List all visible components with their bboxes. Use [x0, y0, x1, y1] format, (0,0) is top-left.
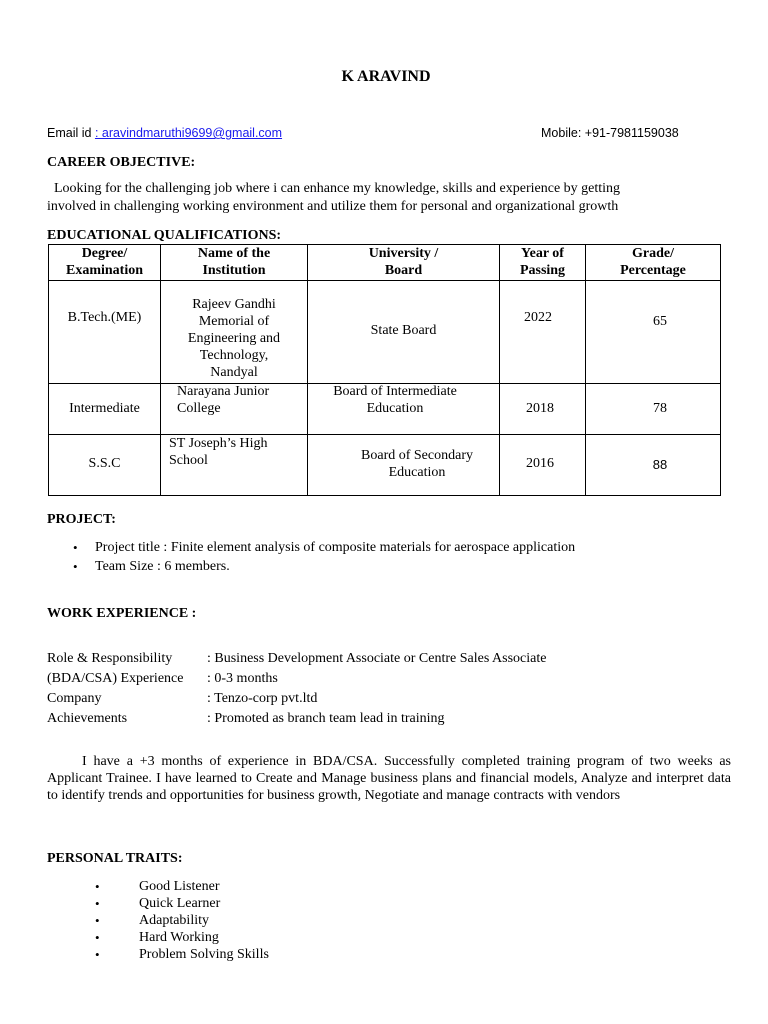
work-label-experience: (BDA/CSA) Experience — [47, 671, 184, 686]
career-objective-line-2: involved in challenging working environment and utilize them for personal and organizational growth — [47, 199, 619, 214]
bullet-icon: • — [95, 930, 100, 945]
bullet-icon: • — [73, 540, 78, 555]
work-label-company: Company — [47, 691, 102, 706]
row-ssc-grade: 88 — [652, 457, 668, 472]
row-ssc-board: Board of Secondary Education — [361, 448, 473, 480]
career-objective-heading: CAREER OBJECTIVE: — [47, 155, 196, 170]
work-label-role: Role & Responsibility — [47, 651, 173, 666]
project-team-size: Team Size : 6 members. — [95, 559, 230, 574]
row-btech-board: State Board — [370, 323, 437, 338]
table-divider — [307, 245, 308, 495]
row-intermediate-institution: Narayana Junior College — [177, 384, 270, 416]
email-label: Email id — [47, 126, 92, 140]
work-value-experience: : 0-3 months — [207, 671, 278, 686]
row-ssc-degree: S.S.C — [88, 456, 121, 471]
row-intermediate-degree: Intermediate — [69, 401, 140, 416]
education-table — [48, 244, 721, 496]
work-value-role: : Business Development Associate or Centre Sales Associate — [207, 651, 547, 666]
trait-item: Quick Learner — [139, 896, 221, 911]
email-line — [47, 126, 282, 140]
bullet-icon: • — [95, 896, 100, 911]
project-heading: PROJECT: — [47, 512, 116, 527]
bullet-icon: • — [95, 879, 100, 894]
bullet-icon: • — [95, 913, 100, 928]
education-heading: EDUCATIONAL QUALIFICATIONS: — [47, 228, 282, 243]
column-header-institution: Name of the Institution — [197, 246, 271, 278]
row-intermediate-board: Board of Intermediate Education — [333, 384, 457, 416]
column-header-board: University / Board — [368, 246, 439, 278]
mobile-number: Mobile: +91-7981159038 — [541, 126, 679, 140]
column-header-grade: Grade/ Percentage — [620, 246, 686, 278]
trait-item: Good Listener — [139, 879, 220, 894]
bullet-icon: • — [73, 559, 78, 574]
table-divider — [49, 434, 720, 435]
column-header-year: Year of Passing — [519, 246, 566, 278]
row-btech-degree: B.Tech.(ME) — [67, 310, 142, 325]
career-objective-line-1: Looking for the challenging job where i can enhance my knowledge, skills and experience by getting — [54, 181, 621, 196]
row-btech-year: 2022 — [524, 310, 552, 325]
work-experience-heading: WORK EXPERIENCE : — [47, 606, 197, 621]
work-label-achievements: Achievements — [47, 711, 128, 726]
table-divider — [49, 280, 720, 281]
personal-traits-heading: PERSONAL TRAITS: — [47, 851, 183, 866]
trait-item: Hard Working — [139, 930, 219, 945]
trait-item: Problem Solving Skills — [139, 947, 269, 962]
row-btech-grade: 65 — [653, 314, 667, 329]
row-ssc-year: 2016 — [526, 456, 554, 471]
work-value-company: : Tenzo-corp pvt.ltd — [207, 691, 318, 706]
work-experience-paragraph: I have a +3 months of experience in BDA/CSA. Successfully completed training program of two weeks as Applicant Trainee. I have learned to Create and Manage business plans and financial models, Analyze and interpret data to identify trends and opportunities for business growth, Negotiate and manage contracts with vendors — [47, 754, 731, 803]
row-ssc-institution: ST Joseph’s High School — [169, 436, 268, 468]
row-intermediate-grade: 78 — [653, 401, 667, 416]
trait-item: Adaptability — [139, 913, 209, 928]
row-btech-institution: Rajeev Gandhi Memorial of Engineering and Technology, Nandyal — [187, 297, 281, 380]
bullet-icon: • — [95, 947, 100, 962]
work-value-achievements: : Promoted as branch team lead in training — [207, 711, 445, 726]
row-intermediate-year: 2018 — [526, 401, 554, 416]
candidate-name: K ARAVIND — [341, 68, 431, 85]
column-header-degree: Degree/ Examination — [65, 246, 143, 278]
email-link[interactable]: : aravindmaruthi9699@gmail.com — [94, 126, 283, 140]
project-title: Project title : Finite element analysis of composite materials for aerospace application — [95, 540, 576, 555]
